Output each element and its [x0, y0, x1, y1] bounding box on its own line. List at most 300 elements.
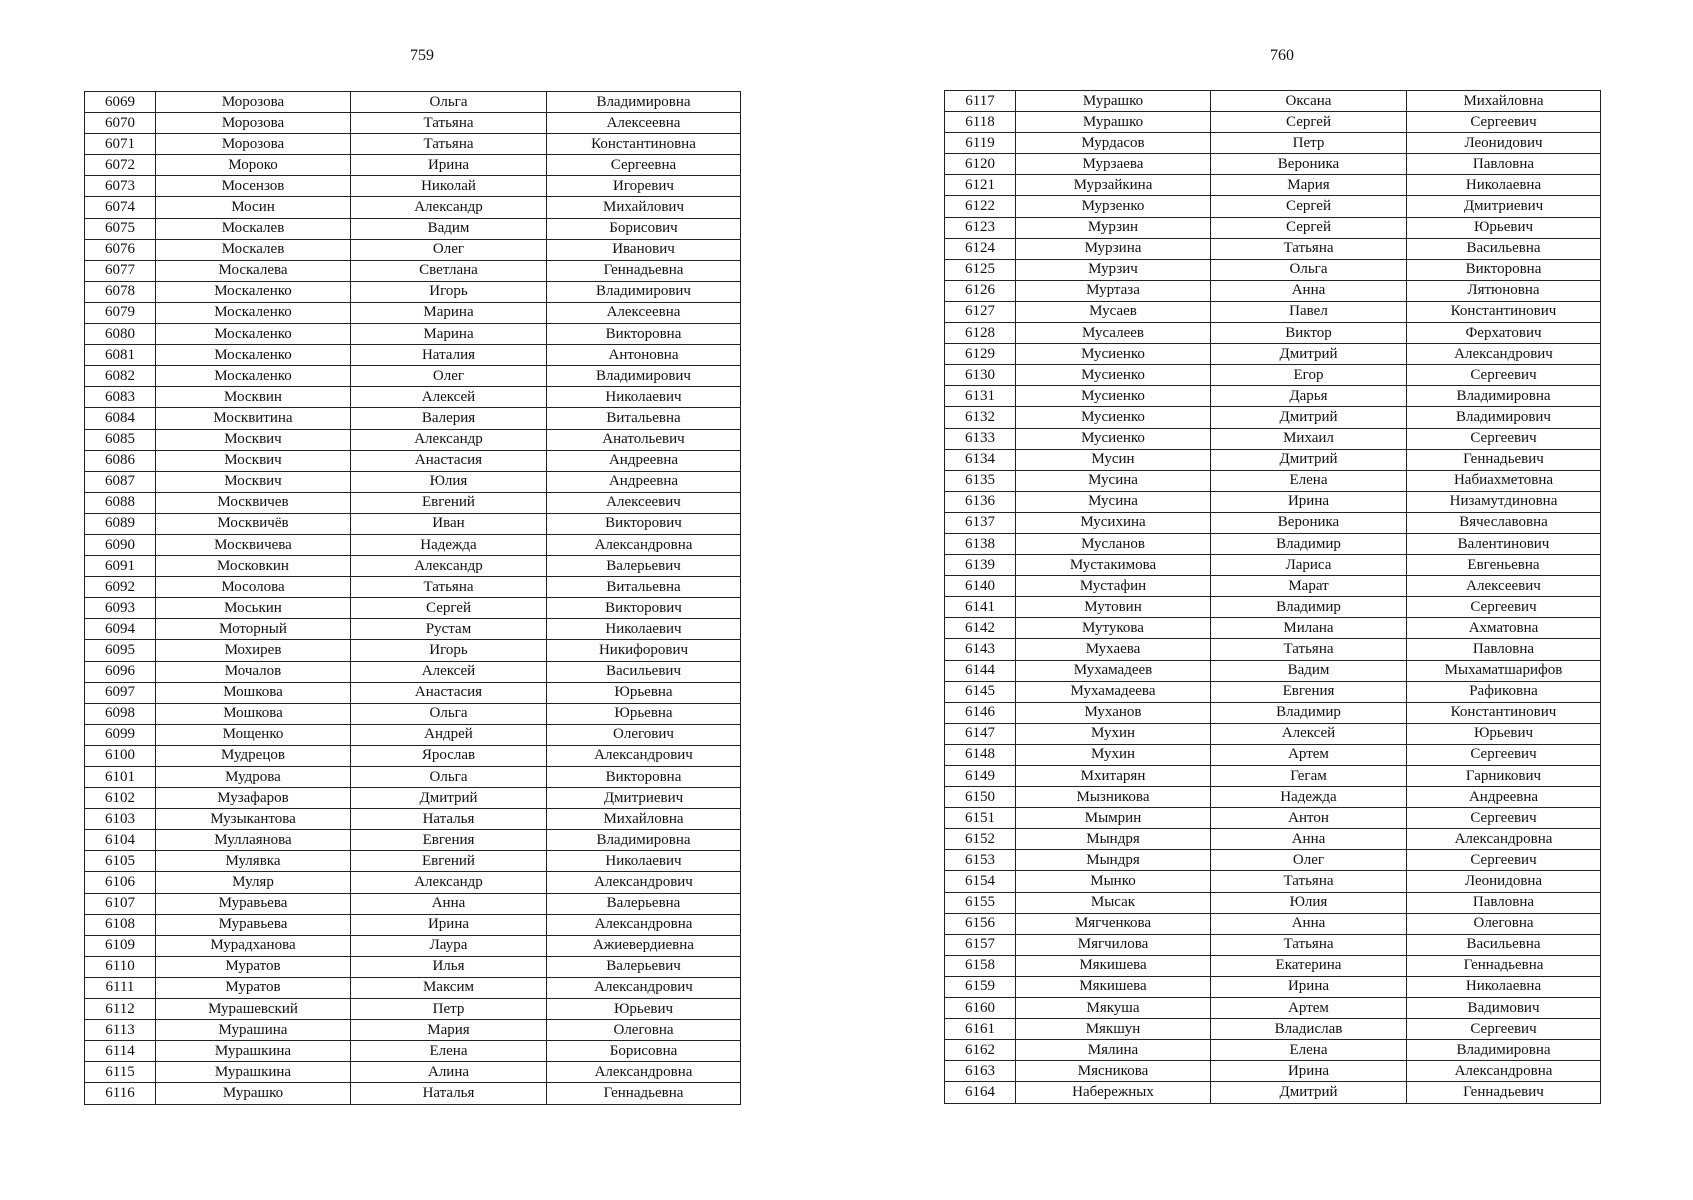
- first-name-cell: Петр: [351, 999, 547, 1020]
- table-row: [945, 955, 1601, 976]
- row-number-cell: 6084: [85, 408, 156, 429]
- table-row: [945, 407, 1601, 428]
- patronymic-cell: Николаевна: [1407, 976, 1601, 997]
- last-name-cell: Мындря: [1016, 850, 1211, 871]
- table-row: [945, 639, 1601, 660]
- patronymic-cell: Михайловна: [1407, 91, 1601, 112]
- last-name-cell: Мялина: [1016, 1040, 1211, 1061]
- first-name-cell: Ирина: [1211, 1061, 1407, 1082]
- row-number-cell: 6095: [85, 640, 156, 661]
- patronymic-cell: Николаевна: [1407, 175, 1601, 196]
- table-row: [85, 767, 741, 788]
- last-name-cell: Муханов: [1016, 702, 1211, 723]
- patronymic-cell: Сергеевич: [1407, 112, 1601, 133]
- last-name-cell: Мурзина: [1016, 238, 1211, 259]
- row-number-cell: 6141: [945, 597, 1016, 618]
- row-number-cell: 6115: [85, 1062, 156, 1083]
- patronymic-cell: Сергеевна: [547, 155, 741, 176]
- table-row: [945, 259, 1601, 280]
- row-number-cell: 6086: [85, 450, 156, 471]
- patronymic-cell: Александровна: [547, 914, 741, 935]
- first-name-cell: Вероника: [1211, 512, 1407, 533]
- row-number-cell: 6164: [945, 1082, 1016, 1103]
- first-name-cell: Ирина: [1211, 976, 1407, 997]
- patronymic-cell: Александровна: [547, 534, 741, 555]
- patronymic-cell: Иванович: [547, 239, 741, 260]
- row-number-cell: 6159: [945, 976, 1016, 997]
- row-number-cell: 6142: [945, 618, 1016, 639]
- last-name-cell: Мякшун: [1016, 1019, 1211, 1040]
- patronymic-cell: Александровна: [1407, 1061, 1601, 1082]
- row-number-cell: 6158: [945, 955, 1016, 976]
- table-row: [945, 491, 1601, 512]
- row-number-cell: 6111: [85, 977, 156, 998]
- first-name-cell: Надежда: [351, 534, 547, 555]
- first-name-cell: Наталия: [351, 345, 547, 366]
- row-number-cell: 6136: [945, 491, 1016, 512]
- first-name-cell: Ярослав: [351, 745, 547, 766]
- first-name-cell: Лаура: [351, 935, 547, 956]
- table-row: [85, 999, 741, 1020]
- table-row: [945, 892, 1601, 913]
- last-name-cell: Мурзайкина: [1016, 175, 1211, 196]
- row-number-cell: 6099: [85, 724, 156, 745]
- first-name-cell: Олег: [1211, 850, 1407, 871]
- patronymic-cell: Викторовна: [547, 767, 741, 788]
- row-number-cell: 6120: [945, 154, 1016, 175]
- table-row: [945, 766, 1601, 787]
- first-name-cell: Анастасия: [351, 450, 547, 471]
- first-name-cell: Анна: [1211, 829, 1407, 850]
- last-name-cell: Мудрецов: [156, 745, 351, 766]
- last-name-cell: Мусина: [1016, 470, 1211, 491]
- table-row: [945, 1040, 1601, 1061]
- patronymic-cell: Борисович: [547, 218, 741, 239]
- patronymic-cell: Никифорович: [547, 640, 741, 661]
- patronymic-cell: Витальевна: [547, 577, 741, 598]
- last-name-cell: Москаленко: [156, 324, 351, 345]
- row-number-cell: 6123: [945, 217, 1016, 238]
- row-number-cell: 6156: [945, 913, 1016, 934]
- first-name-cell: Егор: [1211, 365, 1407, 386]
- table-row: [945, 470, 1601, 491]
- patronymic-cell: Владимировна: [1407, 386, 1601, 407]
- table-row: [945, 998, 1601, 1019]
- patronymic-cell: Юрьевич: [547, 999, 741, 1020]
- last-name-cell: Мощенко: [156, 724, 351, 745]
- last-name-cell: Мусихина: [1016, 512, 1211, 533]
- last-name-cell: Мусиенко: [1016, 365, 1211, 386]
- first-name-cell: Антон: [1211, 808, 1407, 829]
- last-name-cell: Мурашко: [1016, 112, 1211, 133]
- first-name-cell: Иван: [351, 513, 547, 534]
- patronymic-cell: Константинович: [1407, 702, 1601, 723]
- first-name-cell: Александр: [351, 429, 547, 450]
- last-name-cell: Муратов: [156, 956, 351, 977]
- first-name-cell: Павел: [1211, 301, 1407, 322]
- row-number-cell: 6122: [945, 196, 1016, 217]
- last-name-cell: Мхитарян: [1016, 766, 1211, 787]
- table-row: [945, 871, 1601, 892]
- patronymic-cell: Геннадьевич: [1407, 449, 1601, 470]
- first-name-cell: Надежда: [1211, 787, 1407, 808]
- patronymic-cell: Александровна: [547, 1062, 741, 1083]
- row-number-cell: 6140: [945, 576, 1016, 597]
- last-name-cell: Муляр: [156, 872, 351, 893]
- first-name-cell: Ольга: [351, 92, 547, 113]
- row-number-cell: 6154: [945, 871, 1016, 892]
- row-number-cell: 6105: [85, 851, 156, 872]
- last-name-cell: Музафаров: [156, 788, 351, 809]
- last-name-cell: Мосолова: [156, 577, 351, 598]
- patronymic-cell: Анатольевич: [547, 429, 741, 450]
- last-name-cell: Мызникова: [1016, 787, 1211, 808]
- table-row: [85, 324, 741, 345]
- table-row: [85, 134, 741, 155]
- last-name-cell: Мудрова: [156, 767, 351, 788]
- patronymic-cell: Рафиковна: [1407, 681, 1601, 702]
- row-number-cell: 6104: [85, 830, 156, 851]
- table-row: [85, 408, 741, 429]
- row-number-cell: 6107: [85, 893, 156, 914]
- first-name-cell: Гегам: [1211, 766, 1407, 787]
- first-name-cell: Александр: [351, 197, 547, 218]
- patronymic-cell: Павловна: [1407, 639, 1601, 660]
- last-name-cell: Москаленко: [156, 366, 351, 387]
- patronymic-cell: Юрьевич: [1407, 217, 1601, 238]
- row-number-cell: 6087: [85, 471, 156, 492]
- first-name-cell: Милана: [1211, 618, 1407, 639]
- last-name-cell: Мурашина: [156, 1020, 351, 1041]
- last-name-cell: Мулявка: [156, 851, 351, 872]
- row-number-cell: 6163: [945, 1061, 1016, 1082]
- row-number-cell: 6079: [85, 302, 156, 323]
- table-row: [945, 301, 1601, 322]
- first-name-cell: Алексей: [351, 387, 547, 408]
- patronymic-cell: Васильевна: [1407, 238, 1601, 259]
- table-row: [85, 218, 741, 239]
- last-name-cell: Москалева: [156, 260, 351, 281]
- patronymic-cell: Викторович: [547, 598, 741, 619]
- patronymic-cell: Дмитриевич: [547, 788, 741, 809]
- row-number-cell: 6081: [85, 345, 156, 366]
- first-name-cell: Наталья: [351, 809, 547, 830]
- patronymic-cell: Васильевна: [1407, 934, 1601, 955]
- first-name-cell: Валерия: [351, 408, 547, 429]
- patronymic-cell: Набиахметовна: [1407, 470, 1601, 491]
- last-name-cell: Набережных: [1016, 1082, 1211, 1103]
- first-name-cell: Анна: [1211, 913, 1407, 934]
- patronymic-cell: Сергеевич: [1407, 597, 1601, 618]
- patronymic-cell: Михайлович: [547, 197, 741, 218]
- row-number-cell: 6074: [85, 197, 156, 218]
- last-name-cell: Мосензов: [156, 176, 351, 197]
- table-row: [945, 702, 1601, 723]
- patronymic-cell: Владимировна: [547, 830, 741, 851]
- row-number-cell: 6113: [85, 1020, 156, 1041]
- patronymic-cell: Антоновна: [547, 345, 741, 366]
- table-row: [945, 555, 1601, 576]
- row-number-cell: 6078: [85, 281, 156, 302]
- first-name-cell: Олег: [351, 366, 547, 387]
- table-row: [85, 598, 741, 619]
- row-number-cell: 6124: [945, 238, 1016, 259]
- table-row: [85, 176, 741, 197]
- last-name-cell: Мурашкина: [156, 1062, 351, 1083]
- table-row: [945, 913, 1601, 934]
- last-name-cell: Мурашко: [156, 1083, 351, 1104]
- last-name-cell: Москвич: [156, 450, 351, 471]
- table-row: [85, 956, 741, 977]
- row-number-cell: 6083: [85, 387, 156, 408]
- last-name-cell: Мусиенко: [1016, 407, 1211, 428]
- table-row: [85, 682, 741, 703]
- last-name-cell: Москвичев: [156, 492, 351, 513]
- table-row: [85, 914, 741, 935]
- row-number-cell: 6145: [945, 681, 1016, 702]
- last-name-cell: Муравьева: [156, 914, 351, 935]
- patronymic-cell: Васильевич: [547, 661, 741, 682]
- first-name-cell: Михаил: [1211, 428, 1407, 449]
- first-name-cell: Анастасия: [351, 682, 547, 703]
- first-name-cell: Марат: [1211, 576, 1407, 597]
- last-name-cell: Мурдасов: [1016, 133, 1211, 154]
- table-row: [85, 830, 741, 851]
- first-name-cell: Ирина: [1211, 491, 1407, 512]
- roster-table-right: [944, 90, 1601, 1104]
- table-row: [85, 239, 741, 260]
- first-name-cell: Дарья: [1211, 386, 1407, 407]
- last-name-cell: Мусланов: [1016, 533, 1211, 554]
- patronymic-cell: Александрович: [1407, 344, 1601, 365]
- table-row: [945, 133, 1601, 154]
- row-number-cell: 6106: [85, 872, 156, 893]
- first-name-cell: Александр: [351, 556, 547, 577]
- first-name-cell: Владислав: [1211, 1019, 1407, 1040]
- row-number-cell: 6131: [945, 386, 1016, 407]
- patronymic-cell: Александрович: [547, 745, 741, 766]
- first-name-cell: Игорь: [351, 281, 547, 302]
- last-name-cell: Мутукова: [1016, 618, 1211, 639]
- first-name-cell: Евгений: [351, 851, 547, 872]
- patronymic-cell: Гарникович: [1407, 766, 1601, 787]
- patronymic-cell: Ферхатович: [1407, 323, 1601, 344]
- row-number-cell: 6117: [945, 91, 1016, 112]
- patronymic-cell: Ахматовна: [1407, 618, 1601, 639]
- patronymic-cell: Игоревич: [547, 176, 741, 197]
- first-name-cell: Анна: [1211, 280, 1407, 301]
- first-name-cell: Андрей: [351, 724, 547, 745]
- first-name-cell: Ирина: [351, 155, 547, 176]
- first-name-cell: Оксана: [1211, 91, 1407, 112]
- last-name-cell: Москаленко: [156, 281, 351, 302]
- table-row: [85, 302, 741, 323]
- last-name-cell: Мошкова: [156, 703, 351, 724]
- last-name-cell: Москалев: [156, 239, 351, 260]
- table-row: [85, 492, 741, 513]
- patronymic-cell: Михайловна: [547, 809, 741, 830]
- patronymic-cell: Андреевна: [547, 471, 741, 492]
- first-name-cell: Артем: [1211, 998, 1407, 1019]
- first-name-cell: Наталья: [351, 1083, 547, 1104]
- last-name-cell: Муратов: [156, 977, 351, 998]
- row-number-cell: 6075: [85, 218, 156, 239]
- first-name-cell: Дмитрий: [351, 788, 547, 809]
- first-name-cell: Татьяна: [351, 577, 547, 598]
- first-name-cell: Олег: [351, 239, 547, 260]
- patronymic-cell: Мыхаматшарифов: [1407, 660, 1601, 681]
- table-row: [945, 934, 1601, 955]
- table-row: [85, 935, 741, 956]
- last-name-cell: Мороко: [156, 155, 351, 176]
- table-row: [945, 850, 1601, 871]
- patronymic-cell: Николаевич: [547, 851, 741, 872]
- row-number-cell: 6134: [945, 449, 1016, 470]
- row-number-cell: 6152: [945, 829, 1016, 850]
- patronymic-cell: Николаевич: [547, 619, 741, 640]
- patronymic-cell: Владимирович: [1407, 407, 1601, 428]
- row-number-cell: 6077: [85, 260, 156, 281]
- first-name-cell: Татьяна: [351, 134, 547, 155]
- table-row: [85, 661, 741, 682]
- row-number-cell: 6119: [945, 133, 1016, 154]
- table-row: [945, 723, 1601, 744]
- row-number-cell: 6088: [85, 492, 156, 513]
- page-number-right: 760: [1270, 47, 1294, 64]
- patronymic-cell: Лятюновна: [1407, 280, 1601, 301]
- row-number-cell: 6101: [85, 767, 156, 788]
- patronymic-cell: Павловна: [1407, 154, 1601, 175]
- first-name-cell: Евгения: [1211, 681, 1407, 702]
- table-row: [85, 1041, 741, 1062]
- patronymic-cell: Владимировна: [547, 92, 741, 113]
- last-name-cell: Мухамадеев: [1016, 660, 1211, 681]
- roster-table-left: [84, 91, 741, 1105]
- first-name-cell: Мария: [351, 1020, 547, 1041]
- last-name-cell: Мошкова: [156, 682, 351, 703]
- patronymic-cell: Вячеславовна: [1407, 512, 1601, 533]
- first-name-cell: Татьяна: [1211, 639, 1407, 660]
- patronymic-cell: Алексеевич: [547, 492, 741, 513]
- last-name-cell: Мохирев: [156, 640, 351, 661]
- last-name-cell: Мутовин: [1016, 597, 1211, 618]
- last-name-cell: Мындря: [1016, 829, 1211, 850]
- patronymic-cell: Низамутдиновна: [1407, 491, 1601, 512]
- row-number-cell: 6114: [85, 1041, 156, 1062]
- first-name-cell: Анна: [351, 893, 547, 914]
- patronymic-cell: Леонидовна: [1407, 871, 1601, 892]
- table-row: [85, 788, 741, 809]
- last-name-cell: Москвич: [156, 429, 351, 450]
- first-name-cell: Юлия: [351, 471, 547, 492]
- patronymic-cell: Сергеевич: [1407, 1019, 1601, 1040]
- patronymic-cell: Александрович: [547, 872, 741, 893]
- first-name-cell: Ольга: [1211, 259, 1407, 280]
- last-name-cell: Мосин: [156, 197, 351, 218]
- row-number-cell: 6100: [85, 745, 156, 766]
- row-number-cell: 6070: [85, 113, 156, 134]
- patronymic-cell: Валерьевич: [547, 956, 741, 977]
- first-name-cell: Татьяна: [1211, 871, 1407, 892]
- last-name-cell: Москвичева: [156, 534, 351, 555]
- last-name-cell: Мурзенко: [1016, 196, 1211, 217]
- patronymic-cell: Вадимович: [1407, 998, 1601, 1019]
- row-number-cell: 6092: [85, 577, 156, 598]
- table-row: [945, 1082, 1601, 1103]
- row-number-cell: 6091: [85, 556, 156, 577]
- row-number-cell: 6098: [85, 703, 156, 724]
- row-number-cell: 6130: [945, 365, 1016, 386]
- row-number-cell: 6110: [85, 956, 156, 977]
- table-row: [85, 155, 741, 176]
- row-number-cell: 6139: [945, 555, 1016, 576]
- table-row: [85, 113, 741, 134]
- row-number-cell: 6137: [945, 512, 1016, 533]
- table-row: [945, 829, 1601, 850]
- patronymic-cell: Викторовна: [547, 324, 741, 345]
- table-row: [945, 976, 1601, 997]
- table-row: [85, 1083, 741, 1104]
- first-name-cell: Артем: [1211, 744, 1407, 765]
- row-number-cell: 6076: [85, 239, 156, 260]
- table-row: [85, 366, 741, 387]
- row-number-cell: 6103: [85, 809, 156, 830]
- last-name-cell: Мусаев: [1016, 301, 1211, 322]
- row-number-cell: 6129: [945, 344, 1016, 365]
- last-name-cell: Мясникова: [1016, 1061, 1211, 1082]
- last-name-cell: Морозова: [156, 92, 351, 113]
- patronymic-cell: Юрьевна: [547, 703, 741, 724]
- first-name-cell: Николай: [351, 176, 547, 197]
- first-name-cell: Вадим: [351, 218, 547, 239]
- row-number-cell: 6093: [85, 598, 156, 619]
- table-row: [945, 533, 1601, 554]
- table-row: [85, 197, 741, 218]
- row-number-cell: 6150: [945, 787, 1016, 808]
- patronymic-cell: Евгеньевна: [1407, 555, 1601, 576]
- table-row: [945, 196, 1601, 217]
- first-name-cell: Елена: [1211, 470, 1407, 491]
- last-name-cell: Мягчилова: [1016, 934, 1211, 955]
- patronymic-cell: Владимировна: [1407, 1040, 1601, 1061]
- table-row: [85, 387, 741, 408]
- table-row: [85, 450, 741, 471]
- last-name-cell: Морозова: [156, 113, 351, 134]
- last-name-cell: Мусин: [1016, 449, 1211, 470]
- last-name-cell: Музыкантова: [156, 809, 351, 830]
- patronymic-cell: Андреевна: [547, 450, 741, 471]
- first-name-cell: Лариса: [1211, 555, 1407, 576]
- last-name-cell: Мурашко: [1016, 91, 1211, 112]
- first-name-cell: Сергей: [351, 598, 547, 619]
- first-name-cell: Елена: [1211, 1040, 1407, 1061]
- first-name-cell: Татьяна: [1211, 934, 1407, 955]
- row-number-cell: 6126: [945, 280, 1016, 301]
- patronymic-cell: Геннадьевна: [547, 260, 741, 281]
- table-row: [85, 703, 741, 724]
- last-name-cell: Мурадханова: [156, 935, 351, 956]
- first-name-cell: Илья: [351, 956, 547, 977]
- first-name-cell: Ольга: [351, 703, 547, 724]
- last-name-cell: Морозова: [156, 134, 351, 155]
- last-name-cell: Мурзич: [1016, 259, 1211, 280]
- row-number-cell: 6127: [945, 301, 1016, 322]
- table-row: [85, 893, 741, 914]
- last-name-cell: Мусиенко: [1016, 428, 1211, 449]
- table-row: [945, 280, 1601, 301]
- row-number-cell: 6138: [945, 533, 1016, 554]
- table-row: [85, 281, 741, 302]
